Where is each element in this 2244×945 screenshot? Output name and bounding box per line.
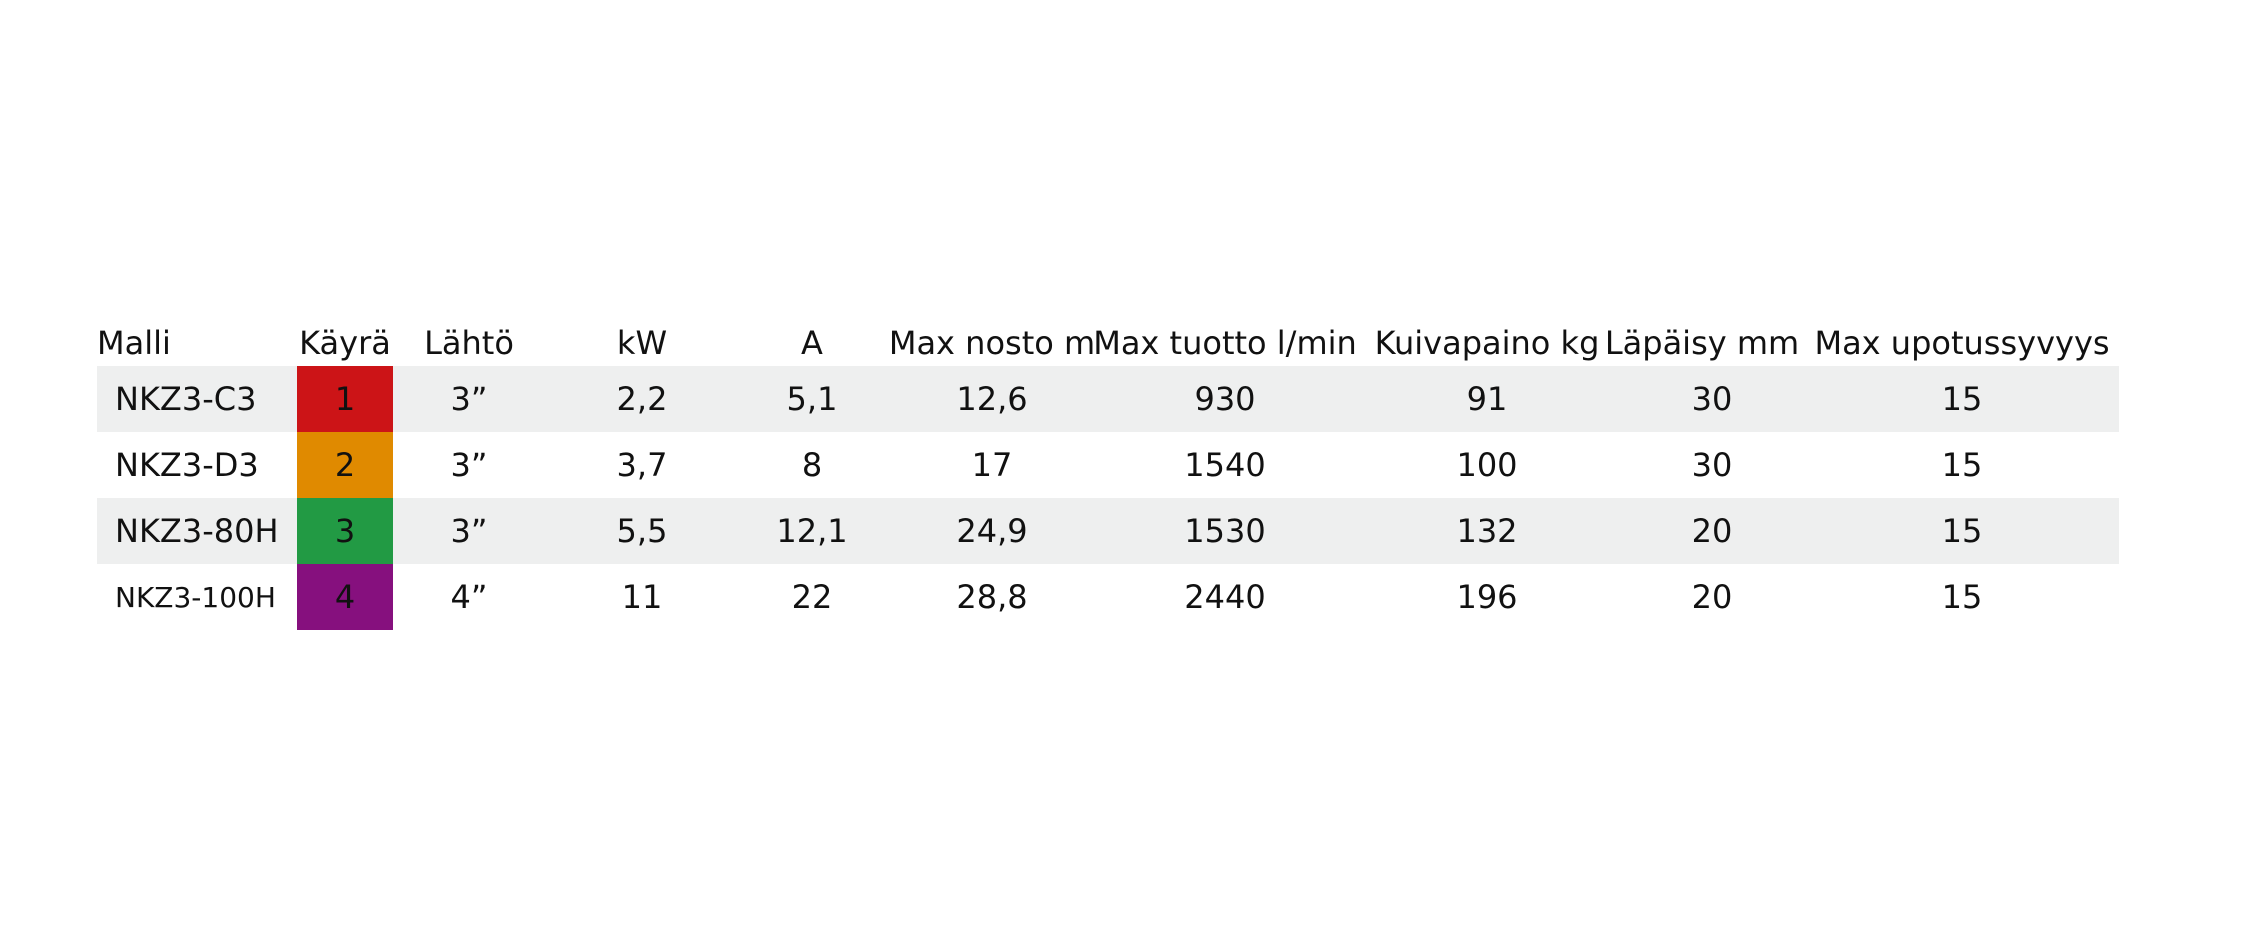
cell-malli: NKZ3-C3 [115, 380, 257, 418]
cell-max-upotus: 15 [1941, 446, 1983, 484]
cell-kw: 3,7 [616, 446, 668, 484]
curve-swatch: 1 [297, 366, 393, 432]
header-max-tuotto: Max tuotto l/min [1093, 324, 1357, 362]
cell-lahto: 3” [450, 446, 488, 484]
cell-malli: NKZ3-D3 [115, 446, 259, 484]
cell-malli: NKZ3-100H [115, 580, 276, 614]
cell-a: 12,1 [776, 512, 848, 550]
cell-lahto: 3” [450, 512, 488, 550]
cell-kuivapaino: 132 [1456, 512, 1518, 550]
cell-lahto: 4” [450, 578, 488, 616]
header-lapaisy: Läpäisy mm [1604, 324, 1800, 362]
header-malli: Malli [97, 324, 171, 362]
cell-a: 5,1 [786, 380, 838, 418]
cell-kw: 5,5 [616, 512, 668, 550]
table-header-row [97, 318, 2119, 366]
cell-kw: 2,2 [616, 380, 668, 418]
cell-lapaisy: 20 [1691, 578, 1733, 616]
header-kayra: Käyrä [299, 324, 391, 362]
cell-max-tuotto: 1540 [1184, 446, 1266, 484]
cell-max-tuotto: 930 [1194, 380, 1256, 418]
cell-lahto: 3” [450, 380, 488, 418]
header-max-upotus: Max upotussyvyys [1814, 324, 2110, 362]
header-kuivapaino: Kuivapaino kg [1374, 324, 1600, 362]
table-row [97, 366, 2119, 432]
cell-kuivapaino: 100 [1456, 446, 1518, 484]
cell-max-nosto: 17 [971, 446, 1013, 484]
header-max-nosto: Max nosto m [888, 324, 1096, 362]
cell-malli: NKZ3-80H [115, 512, 279, 550]
cell-max-upotus: 15 [1941, 578, 1983, 616]
cell-max-upotus: 15 [1941, 512, 1983, 550]
curve-swatch: 2 [297, 432, 393, 498]
spec-table [97, 318, 2119, 630]
header-lahto: Lähtö [424, 324, 514, 362]
cell-lapaisy: 30 [1691, 380, 1733, 418]
table-row [97, 432, 2119, 498]
cell-a: 22 [791, 578, 833, 616]
cell-lapaisy: 20 [1691, 512, 1733, 550]
header-kw: kW [616, 324, 668, 362]
header-a: A [801, 324, 823, 362]
table-row [97, 564, 2119, 630]
cell-max-upotus: 15 [1941, 380, 1983, 418]
cell-max-nosto: 28,8 [956, 578, 1028, 616]
table-row [97, 498, 2119, 564]
cell-max-tuotto: 1530 [1184, 512, 1266, 550]
cell-max-nosto: 24,9 [956, 512, 1028, 550]
cell-kw: 11 [621, 578, 663, 616]
curve-swatch: 4 [297, 564, 393, 630]
curve-swatch: 3 [297, 498, 393, 564]
cell-max-tuotto: 2440 [1184, 578, 1266, 616]
cell-a: 8 [801, 446, 823, 484]
cell-lapaisy: 30 [1691, 446, 1733, 484]
cell-kuivapaino: 196 [1456, 578, 1518, 616]
cell-kuivapaino: 91 [1466, 380, 1508, 418]
cell-max-nosto: 12,6 [956, 380, 1028, 418]
